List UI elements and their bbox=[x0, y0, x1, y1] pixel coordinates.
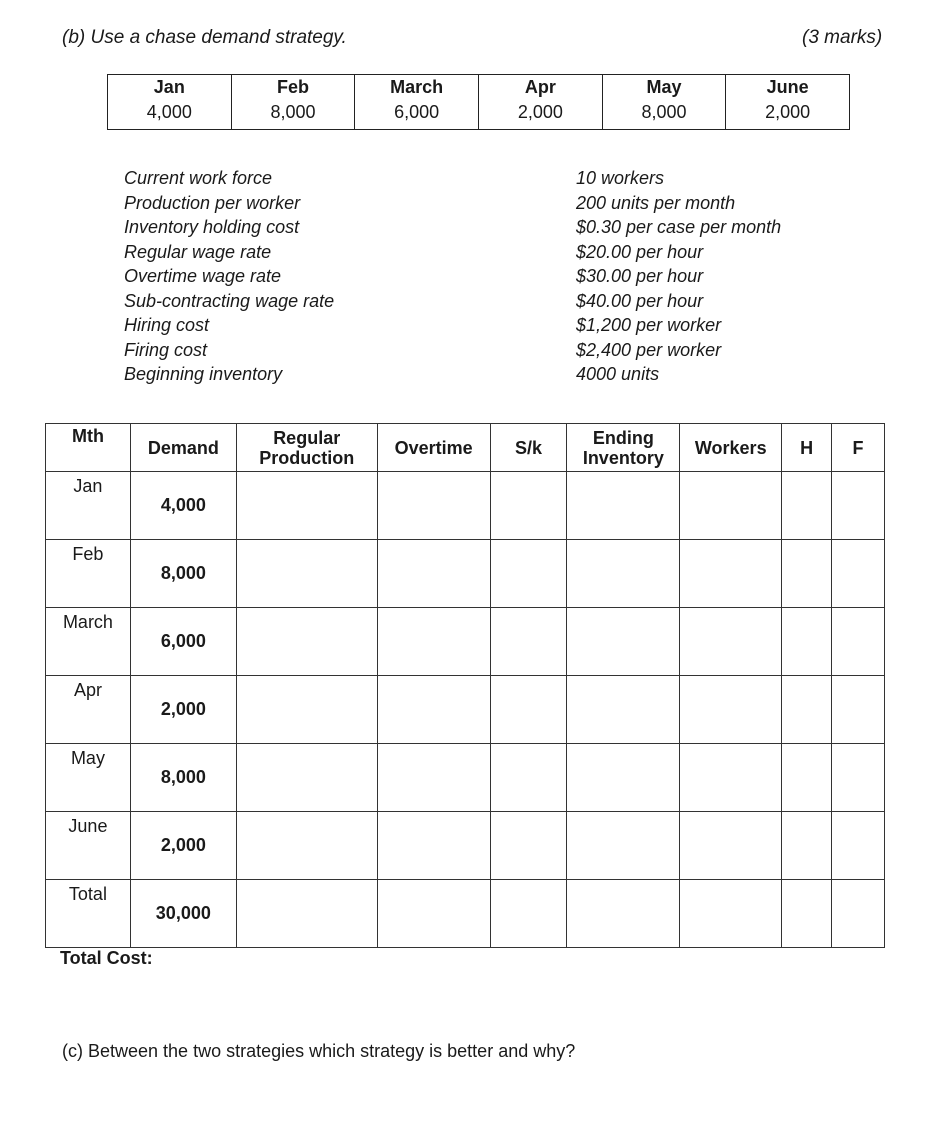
header-fired: F bbox=[832, 424, 885, 472]
empty-cell[interactable] bbox=[782, 744, 832, 812]
parameter-label: Sub-contracting wage rate bbox=[124, 290, 335, 311]
row-demand: 8,000 bbox=[130, 540, 236, 608]
row-month: Apr bbox=[46, 676, 131, 744]
parameter-label: Hiring cost bbox=[124, 315, 210, 335]
demand-month-header: Feb bbox=[231, 75, 355, 101]
empty-cell[interactable] bbox=[680, 812, 782, 880]
demand-value: 4,000 bbox=[108, 100, 232, 130]
parameter-label: Inventory holding cost bbox=[124, 217, 300, 237]
parameter-value: $2,400 per worker bbox=[576, 339, 722, 360]
empty-cell[interactable] bbox=[490, 812, 567, 880]
question-c: (c) Between the two strategies which strategy is better and why? bbox=[62, 1041, 576, 1061]
parameter-label: Current work force bbox=[124, 168, 273, 188]
table-row bbox=[46, 676, 885, 744]
empty-cell[interactable] bbox=[567, 540, 680, 608]
header-regular-production: Regular Production bbox=[236, 424, 377, 472]
header-month: Mth bbox=[46, 424, 131, 472]
parameter-labels bbox=[124, 166, 334, 387]
empty-cell[interactable] bbox=[236, 608, 377, 676]
empty-cell[interactable] bbox=[567, 880, 680, 948]
empty-cell[interactable] bbox=[680, 744, 782, 812]
demand-value: 6,000 bbox=[355, 100, 479, 130]
empty-cell[interactable] bbox=[236, 880, 377, 948]
empty-cell[interactable] bbox=[236, 472, 377, 540]
empty-cell[interactable] bbox=[490, 744, 567, 812]
table-row bbox=[46, 540, 885, 608]
empty-cell[interactable] bbox=[567, 608, 680, 676]
question-b-marks: (3 marks) bbox=[802, 27, 883, 48]
empty-cell[interactable] bbox=[680, 608, 782, 676]
row-demand: 6,000 bbox=[130, 608, 236, 676]
empty-cell[interactable] bbox=[782, 812, 832, 880]
row-demand: 8,000 bbox=[130, 744, 236, 812]
demand-forecast-table bbox=[107, 74, 850, 130]
empty-cell[interactable] bbox=[377, 676, 490, 744]
empty-cell[interactable] bbox=[236, 744, 377, 812]
question-b-title: (b) Use a chase demand strategy. bbox=[62, 27, 347, 48]
empty-cell[interactable] bbox=[567, 676, 680, 744]
demand-value: 8,000 bbox=[602, 100, 726, 130]
empty-cell[interactable] bbox=[832, 676, 885, 744]
row-demand: 2,000 bbox=[130, 812, 236, 880]
header-subcontract: S/k bbox=[490, 424, 567, 472]
empty-cell[interactable] bbox=[377, 608, 490, 676]
row-month: Feb bbox=[46, 540, 131, 608]
parameter-label: Regular wage rate bbox=[124, 241, 272, 262]
empty-cell[interactable] bbox=[490, 676, 567, 744]
empty-cell[interactable] bbox=[490, 608, 567, 676]
empty-cell[interactable] bbox=[782, 472, 832, 540]
empty-cell[interactable] bbox=[236, 676, 377, 744]
empty-cell[interactable] bbox=[377, 540, 490, 608]
empty-cell[interactable] bbox=[832, 472, 885, 540]
parameter-label: Beginning inventory bbox=[124, 364, 283, 384]
empty-cell[interactable] bbox=[377, 880, 490, 948]
empty-cell[interactable] bbox=[377, 472, 490, 540]
parameter-value: 200 units per month bbox=[576, 192, 736, 213]
demand-value: 2,000 bbox=[479, 100, 603, 130]
empty-cell[interactable] bbox=[236, 540, 377, 608]
row-month: June bbox=[46, 812, 131, 880]
demand-value: 8,000 bbox=[231, 100, 355, 130]
table-row bbox=[46, 744, 885, 812]
empty-cell[interactable] bbox=[782, 608, 832, 676]
header-demand: Demand bbox=[130, 424, 236, 472]
parameter-value: $0.30 per case per month bbox=[576, 217, 782, 237]
empty-cell[interactable] bbox=[377, 812, 490, 880]
parameter-value: 4000 units bbox=[576, 364, 660, 384]
empty-cell[interactable] bbox=[832, 812, 885, 880]
row-month: March bbox=[46, 608, 131, 676]
empty-cell[interactable] bbox=[567, 744, 680, 812]
chase-plan-table bbox=[45, 423, 885, 948]
demand-month-header: Apr bbox=[479, 75, 603, 101]
parameter-label: Overtime wage rate bbox=[124, 266, 282, 286]
parameter-value: $20.00 per hour bbox=[576, 241, 704, 262]
row-month: Jan bbox=[46, 472, 131, 540]
header-ending-inventory: Ending Inventory bbox=[567, 424, 680, 472]
empty-cell[interactable] bbox=[680, 676, 782, 744]
empty-cell[interactable] bbox=[567, 472, 680, 540]
parameter-values bbox=[576, 166, 781, 387]
demand-month-header: June bbox=[726, 75, 850, 101]
row-demand: 2,000 bbox=[130, 676, 236, 744]
empty-cell[interactable] bbox=[680, 540, 782, 608]
row-month: May bbox=[46, 744, 131, 812]
parameter-value: $40.00 per hour bbox=[576, 290, 704, 311]
header-hired: H bbox=[782, 424, 832, 472]
header-overtime: Overtime bbox=[377, 424, 490, 472]
empty-cell[interactable] bbox=[236, 812, 377, 880]
table-row bbox=[46, 608, 885, 676]
table-row bbox=[46, 472, 885, 540]
parameter-value: $30.00 per hour bbox=[576, 266, 704, 286]
parameter-value: 10 workers bbox=[576, 168, 665, 188]
table-row-total bbox=[46, 880, 885, 948]
demand-month-header: March bbox=[355, 75, 479, 101]
empty-cell[interactable] bbox=[782, 880, 832, 948]
empty-cell[interactable] bbox=[832, 880, 885, 948]
parameter-label: Production per worker bbox=[124, 192, 301, 213]
empty-cell[interactable] bbox=[832, 608, 885, 676]
empty-cell[interactable] bbox=[680, 880, 782, 948]
empty-cell[interactable] bbox=[782, 676, 832, 744]
parameter-value: $1,200 per worker bbox=[576, 315, 722, 335]
row-demand: 4,000 bbox=[130, 472, 236, 540]
empty-cell[interactable] bbox=[490, 880, 567, 948]
row-demand: 30,000 bbox=[130, 880, 236, 948]
demand-month-header: May bbox=[602, 75, 726, 101]
empty-cell[interactable] bbox=[782, 540, 832, 608]
empty-cell[interactable] bbox=[490, 472, 567, 540]
empty-cell[interactable] bbox=[567, 812, 680, 880]
parameter-label: Firing cost bbox=[124, 339, 208, 360]
row-month: Total bbox=[46, 880, 131, 948]
total-cost-label: Total Cost: bbox=[60, 948, 153, 968]
table-row bbox=[46, 812, 885, 880]
empty-cell[interactable] bbox=[680, 472, 782, 540]
empty-cell[interactable] bbox=[490, 540, 567, 608]
header-workers: Workers bbox=[680, 424, 782, 472]
demand-value: 2,000 bbox=[726, 100, 850, 130]
empty-cell[interactable] bbox=[832, 744, 885, 812]
empty-cell[interactable] bbox=[377, 744, 490, 812]
empty-cell[interactable] bbox=[832, 540, 885, 608]
demand-month-header: Jan bbox=[108, 75, 232, 101]
